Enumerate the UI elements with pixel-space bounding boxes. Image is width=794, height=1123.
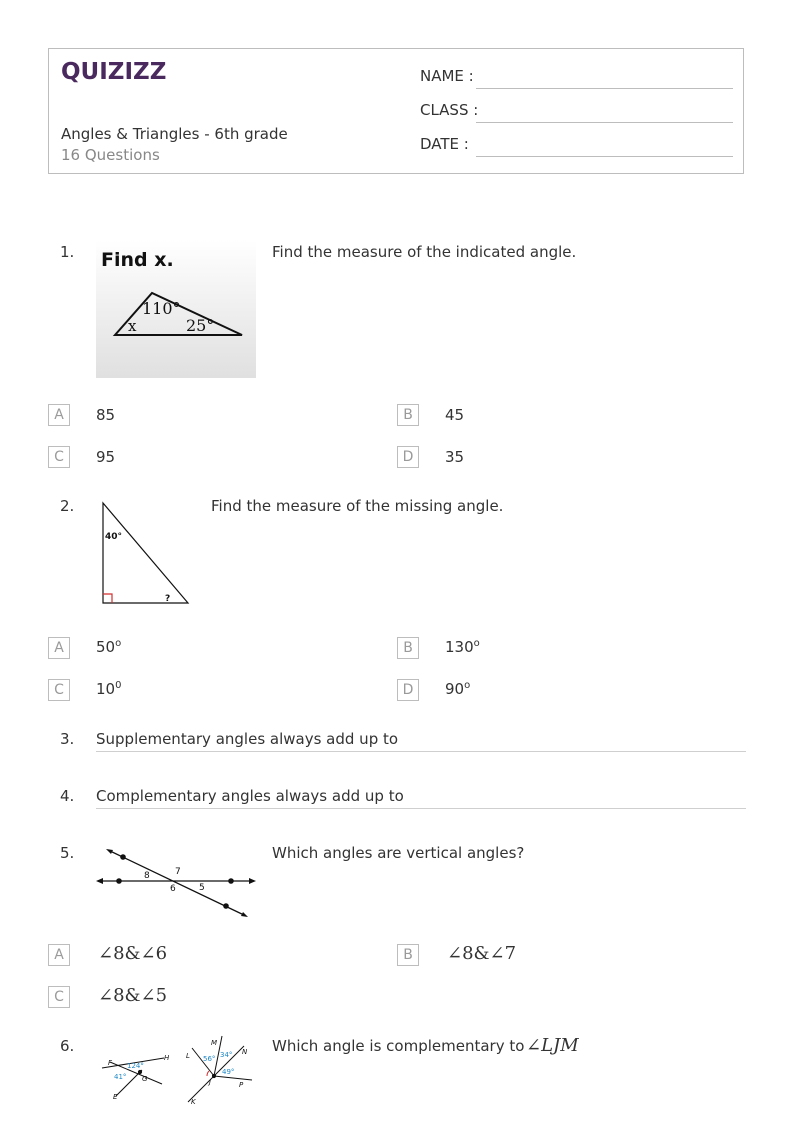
angle-7-label: 7 xyxy=(175,867,181,877)
question-6-math: ∠LJM xyxy=(526,1035,579,1056)
angle-41-label: 41° xyxy=(114,1073,127,1081)
name-label: NAME : xyxy=(420,67,474,85)
question-3-answer-line[interactable] xyxy=(96,751,746,752)
question-5-text: Which angles are vertical angles? xyxy=(272,844,525,862)
question-3-number: 3. xyxy=(60,730,75,748)
question-4-number: 4. xyxy=(60,787,75,805)
class-field[interactable] xyxy=(420,101,733,123)
name-line[interactable] xyxy=(476,88,733,89)
arrowhead-top xyxy=(106,849,113,854)
question-2-text: Find the measure of the missing angle. xyxy=(211,497,504,515)
angle-5-label: 5 xyxy=(199,883,205,893)
option-c-box[interactable]: C xyxy=(48,446,70,468)
class-line[interactable] xyxy=(476,122,733,123)
option-c-text: 95 xyxy=(96,448,116,466)
option-c-text: $10^0$ xyxy=(96,680,122,698)
name-field[interactable] xyxy=(420,67,733,89)
vertex-dot xyxy=(212,1074,215,1077)
option-d-box[interactable]: D xyxy=(397,679,419,701)
question-5-figure xyxy=(96,840,256,922)
point-p-label: P xyxy=(239,1081,244,1089)
date-line[interactable] xyxy=(476,156,733,157)
worksheet-header xyxy=(48,48,744,174)
vertex-dot xyxy=(138,1070,141,1073)
option-b-text: 130$^o$ xyxy=(445,638,480,656)
point-g-label: G xyxy=(142,1075,148,1083)
date-label: DATE : xyxy=(420,135,469,153)
option-c-box[interactable]: C xyxy=(48,679,70,701)
question-6-text: Which angle is complementary to xyxy=(272,1037,525,1055)
angle-x-label: x xyxy=(128,317,137,335)
option-a-box[interactable]: A xyxy=(48,404,70,426)
option-a-text: 85 xyxy=(96,406,116,424)
quizizz-logo: QUIZIZZ xyxy=(61,59,167,85)
question-4-answer-line[interactable] xyxy=(96,808,746,809)
figure-right xyxy=(188,1036,252,1102)
angle-34-label: 34° xyxy=(220,1051,233,1059)
question-5-number: 5. xyxy=(60,844,75,862)
question-2-number: 2. xyxy=(60,497,75,515)
date-field[interactable] xyxy=(420,135,733,157)
right-angle-marker xyxy=(103,594,112,603)
find-x-heading: Find x. xyxy=(101,249,174,271)
arrowhead-bottom xyxy=(241,912,248,917)
point-dot xyxy=(120,854,126,860)
question-6-number: 6. xyxy=(60,1037,75,1055)
point-dot xyxy=(116,878,122,884)
angle-110-label: 110° xyxy=(142,299,181,318)
option-a-text: 50$^o$ xyxy=(96,638,122,656)
option-c-box[interactable]: C xyxy=(48,986,70,1008)
point-e-label: E xyxy=(113,1093,118,1101)
option-a-box[interactable]: A xyxy=(48,944,70,966)
worksheet-title: Angles & Triangles - 6th grade xyxy=(61,125,288,143)
angle-6-label: 6 xyxy=(170,884,176,894)
angle-8-label: 8 xyxy=(144,871,150,881)
class-label: CLASS : xyxy=(420,101,479,119)
question-count: 16 Questions xyxy=(61,146,160,164)
ray-jp xyxy=(214,1076,252,1080)
option-c-text: ∠8&∠5 xyxy=(98,985,168,1006)
point-k-label: K xyxy=(191,1098,196,1106)
point-dot xyxy=(228,878,234,884)
right-angle-marker xyxy=(207,1071,209,1076)
arrowhead-left xyxy=(96,878,103,884)
angle-unknown-label: ? xyxy=(165,594,171,604)
point-n-label: N xyxy=(242,1048,248,1056)
question-2-figure xyxy=(96,495,196,610)
point-h-label: H xyxy=(164,1054,170,1062)
option-d-text: 90$^o$ xyxy=(445,680,471,698)
option-b-box[interactable]: B xyxy=(397,404,419,426)
option-d-text: 35 xyxy=(445,448,465,466)
point-l-label: L xyxy=(186,1052,190,1060)
option-b-text: 45 xyxy=(445,406,465,424)
question-1-figure xyxy=(96,240,256,378)
angle-25-label: 25° xyxy=(186,316,215,335)
option-b-text: ∠8&∠7 xyxy=(447,943,517,964)
question-1-text: Find the measure of the indicated angle. xyxy=(272,243,577,261)
arrowhead-right xyxy=(249,878,256,884)
point-dot xyxy=(223,903,229,909)
question-4-text: Complementary angles always add up to xyxy=(96,787,404,805)
point-m-label: M xyxy=(211,1039,218,1047)
angle-124-label: 124° xyxy=(127,1062,144,1070)
angle-40-label: 40° xyxy=(105,532,123,542)
option-b-box[interactable]: B xyxy=(397,637,419,659)
angle-49-label: 49° xyxy=(222,1068,235,1076)
option-a-box[interactable]: A xyxy=(48,637,70,659)
question-1-number: 1. xyxy=(60,243,75,261)
option-d-box[interactable]: D xyxy=(397,446,419,468)
point-j-label: J xyxy=(209,1078,212,1086)
question-6-figure xyxy=(96,1032,262,1108)
option-a-text: ∠8&∠6 xyxy=(98,943,168,964)
question-3-text: Supplementary angles always add up to xyxy=(96,730,399,748)
angle-56-label: 56° xyxy=(203,1055,216,1063)
right-triangle-shape xyxy=(103,503,188,603)
option-b-box[interactable]: B xyxy=(397,944,419,966)
point-f-label: F xyxy=(108,1059,113,1067)
